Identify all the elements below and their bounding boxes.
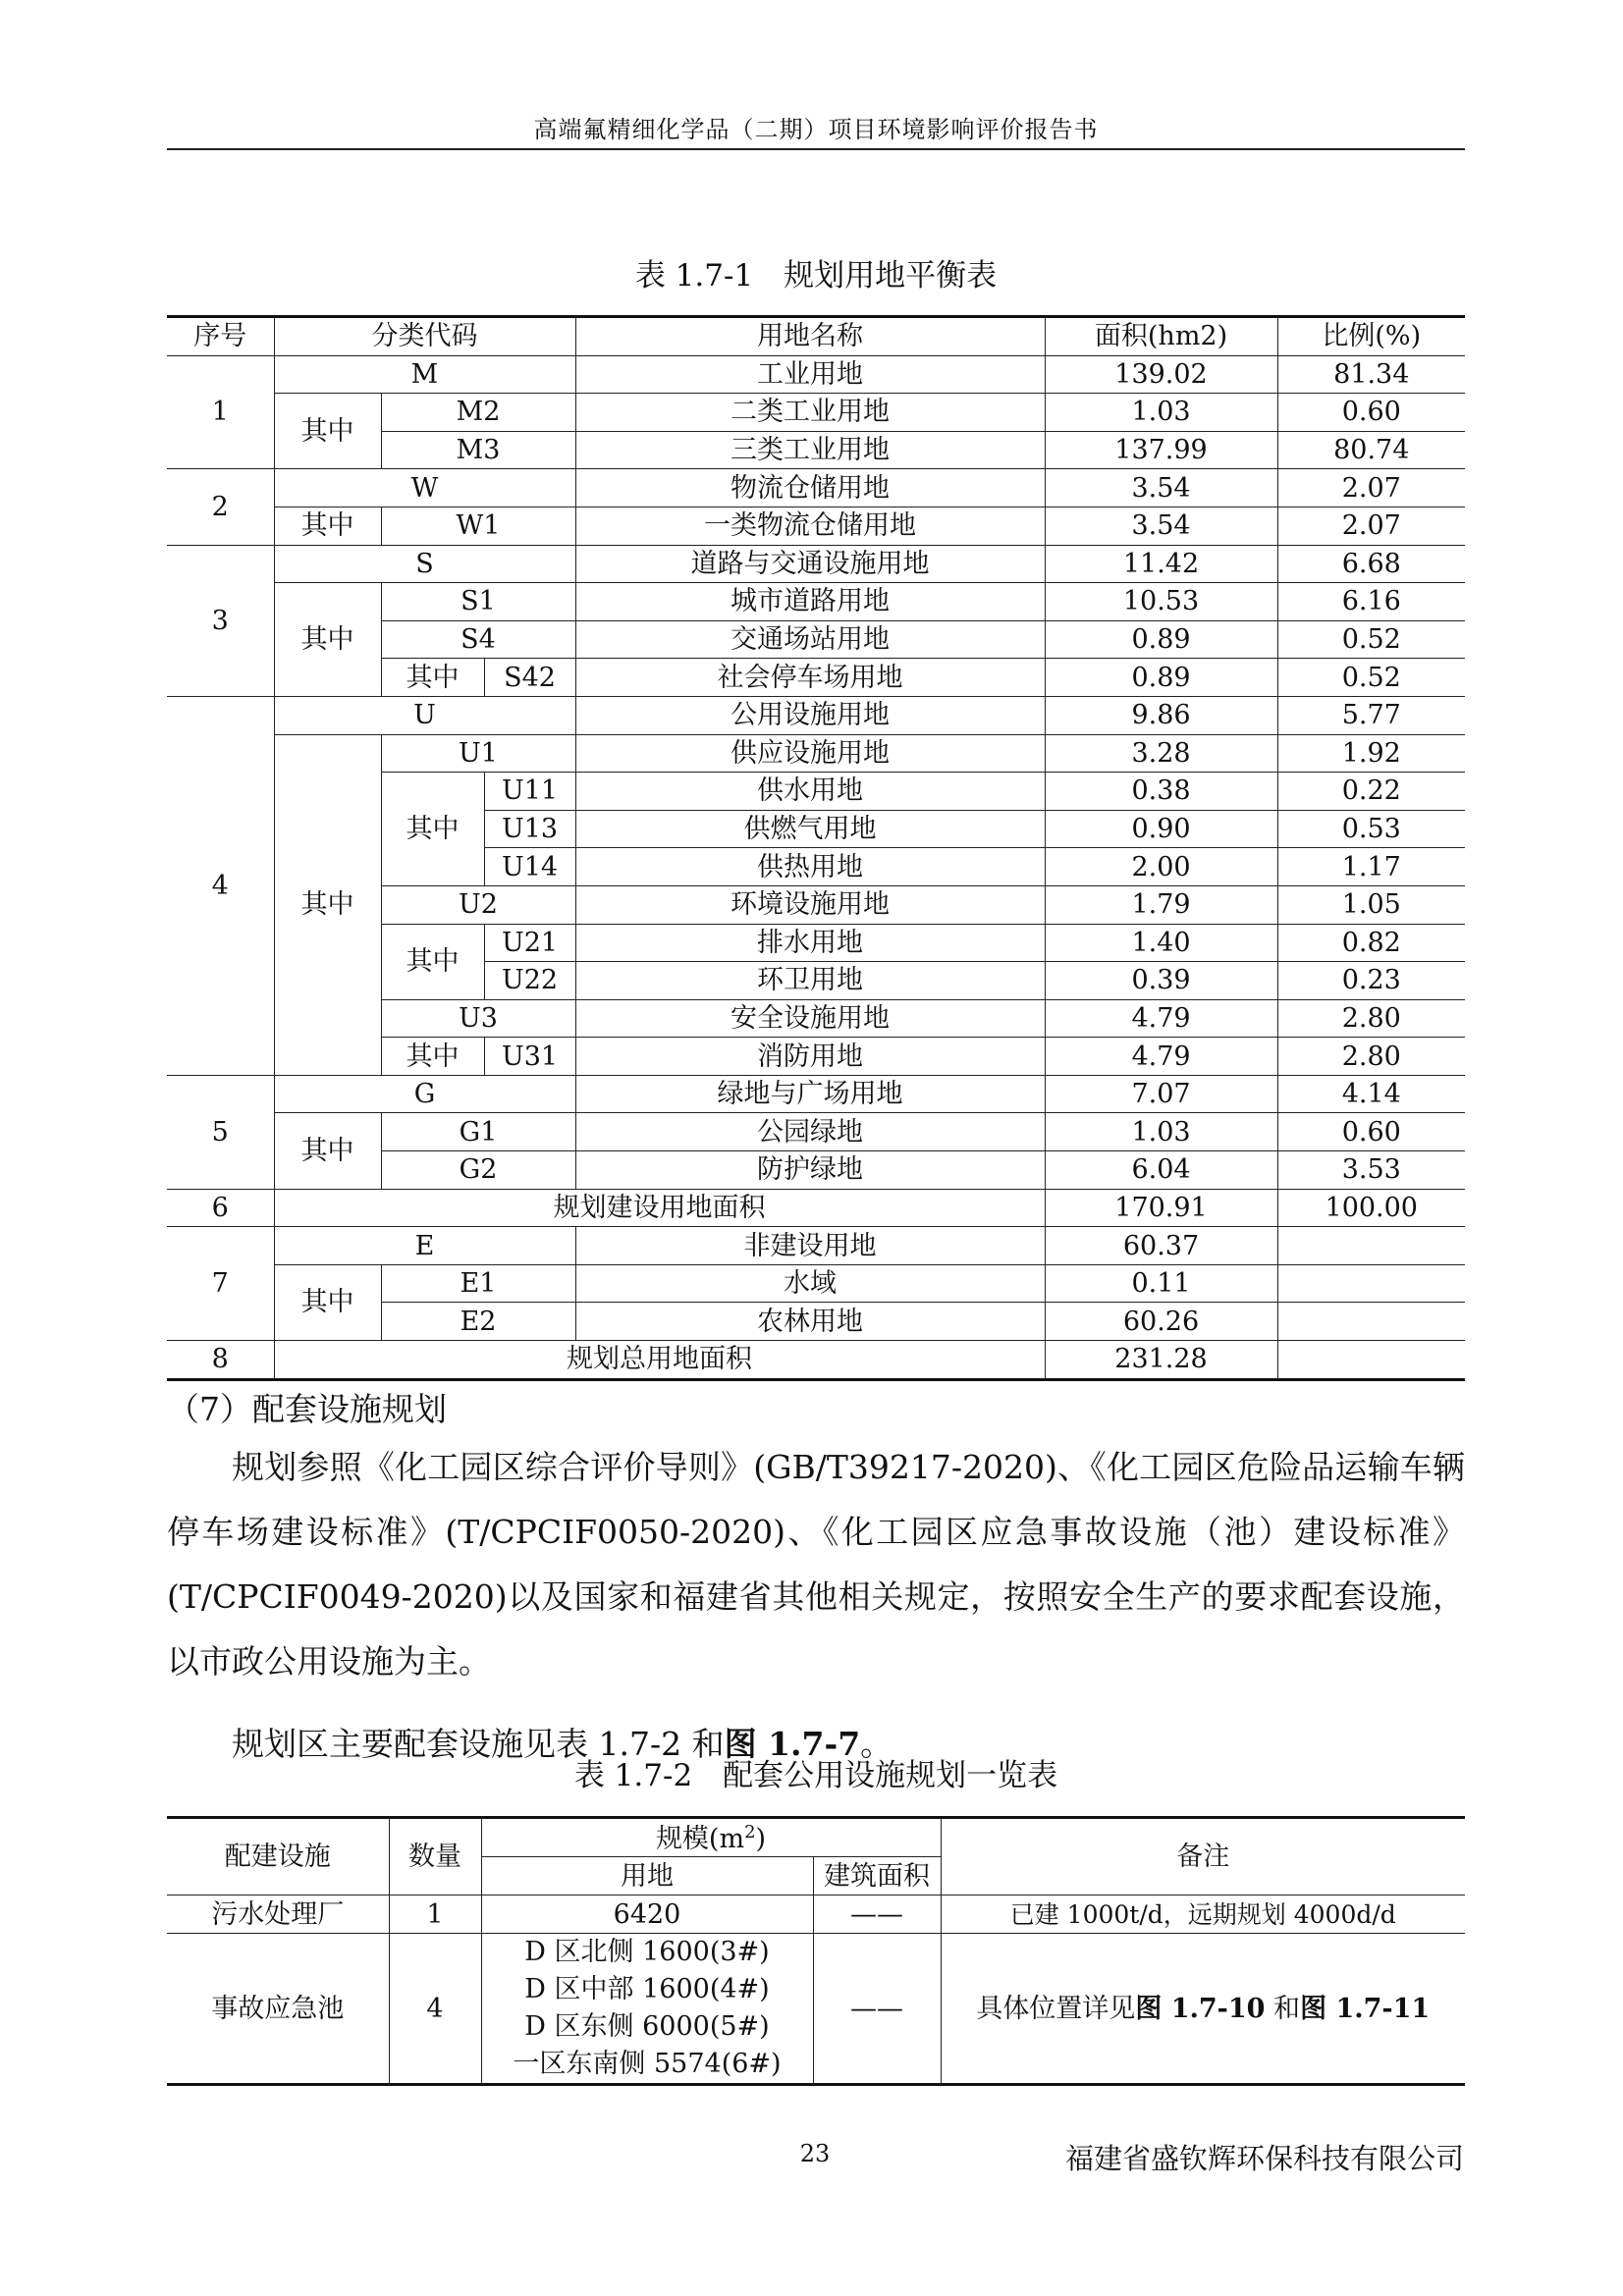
scale-sup: 2: [744, 1821, 756, 1842]
seq-cell: 1: [167, 355, 274, 469]
table-row: [167, 1934, 1465, 2085]
code-cell: U14: [484, 848, 575, 886]
name-cell: 消防用地: [575, 1038, 1045, 1076]
note-text: 具体位置详见: [976, 1993, 1136, 2024]
header-cell: 比例(%): [1277, 317, 1465, 356]
name-cell: 公用设施用地: [575, 696, 1045, 734]
area-cell: 7.07: [1045, 1075, 1277, 1113]
sub-label-cell: 其中: [381, 659, 484, 697]
sub-label-cell: 其中: [274, 1264, 381, 1340]
table-row: [167, 1227, 1465, 1265]
header-cell: [481, 1818, 941, 1857]
sub-label-cell: 其中: [381, 924, 484, 999]
table-row: [167, 1896, 1465, 1934]
page-header: 高端氟精细化学品（二期）项目环境影响评价报告书: [533, 116, 1099, 143]
count-cell: 1: [389, 1896, 481, 1934]
land-line: D 区东侧 6000(5#): [524, 2011, 770, 2042]
header-cell: 用地名称: [575, 317, 1045, 356]
paragraph-2-text: 规划区主要配套设施见表 1.7-2 和: [232, 1725, 725, 1763]
header-cell: 数量: [389, 1818, 481, 1896]
code-cell: U22: [484, 962, 575, 1000]
land-line: D 区中部 1600(4#): [524, 1974, 770, 2004]
ratio-cell: 80.74: [1277, 431, 1465, 469]
seq-cell: 4: [167, 696, 274, 1075]
area-cell: 137.99: [1045, 431, 1277, 469]
note-cell: [941, 1934, 1465, 2085]
area-cell: 10.53: [1045, 583, 1277, 621]
ratio-cell: [1277, 1264, 1465, 1303]
code-cell: M3: [381, 431, 575, 469]
figure-ref-link[interactable]: 图 1.7-10: [1135, 1993, 1266, 2024]
table-row: [167, 1113, 1465, 1151]
area-cell: 4.79: [1045, 1038, 1277, 1076]
scale-label: 规模(m: [655, 1823, 745, 1854]
sub-label-cell: 其中: [381, 773, 484, 886]
area-cell: 170.91: [1045, 1189, 1277, 1227]
code-cell: S1: [381, 583, 575, 621]
name-cell: 物流仓储用地: [575, 469, 1045, 507]
code-cell: G: [274, 1075, 575, 1113]
seq-cell: 2: [167, 469, 274, 545]
header-rule: [167, 148, 1465, 150]
code-cell: U11: [484, 773, 575, 811]
name-cell: 公园绿地: [575, 1113, 1045, 1151]
area-cell: 0.90: [1045, 810, 1277, 848]
area-cell: 2.00: [1045, 848, 1277, 886]
code-cell: U31: [484, 1038, 575, 1076]
ratio-cell: 0.60: [1277, 1113, 1465, 1151]
floor-cell: ——: [813, 1896, 941, 1934]
area-cell: 60.37: [1045, 1227, 1277, 1265]
area-cell: 0.11: [1045, 1264, 1277, 1303]
name-cell: 道路与交通设施用地: [575, 545, 1045, 583]
ratio-cell: 0.60: [1277, 394, 1465, 432]
seq-cell: 3: [167, 545, 274, 696]
name-cell: 环卫用地: [575, 962, 1045, 1000]
area-cell: 9.86: [1045, 696, 1277, 734]
ratio-cell: [1277, 1227, 1465, 1265]
ratio-cell: 0.53: [1277, 810, 1465, 848]
name-cell: 环境设施用地: [575, 885, 1045, 924]
land-line: D 区北侧 1600(3#): [524, 1937, 770, 1967]
area-cell: 11.42: [1045, 545, 1277, 583]
header-cell: 面积(hm2): [1045, 317, 1277, 356]
ratio-cell: 5.77: [1277, 696, 1465, 734]
area-cell: 139.02: [1045, 355, 1277, 394]
seq-cell: 5: [167, 1075, 274, 1189]
note-cell: 已建 1000t/d，远期规划 4000d/d: [941, 1896, 1465, 1934]
name-cell: 供热用地: [575, 848, 1045, 886]
name-cell: 安全设施用地: [575, 999, 1045, 1038]
ratio-cell: 1.17: [1277, 848, 1465, 886]
floor-cell: ——: [813, 1934, 941, 2085]
paragraph-2-end: 。: [860, 1725, 893, 1763]
area-cell: 0.89: [1045, 659, 1277, 697]
figure-ref-link[interactable]: 图 1.7-11: [1300, 1993, 1431, 2024]
area-cell: 6.04: [1045, 1151, 1277, 1190]
ratio-cell: 0.22: [1277, 773, 1465, 811]
code-cell: E1: [381, 1264, 575, 1303]
name-cell: 农林用地: [575, 1303, 1045, 1341]
count-cell: 4: [389, 1934, 481, 2085]
name-cell: 二类工业用地: [575, 394, 1045, 432]
header-cell: 序号: [167, 317, 274, 356]
area-cell: 231.28: [1045, 1341, 1277, 1380]
sub-label-cell: 其中: [274, 1113, 381, 1189]
code-cell: E2: [381, 1303, 575, 1341]
ratio-cell: 100.00: [1277, 1189, 1465, 1227]
company-name: 福建省盛钦辉环保科技有限公司: [1064, 2142, 1464, 2175]
header-cell: 备注: [941, 1818, 1465, 1896]
name-cell: 一类物流仓储用地: [575, 507, 1045, 545]
land-line: 一区东南侧 5574(6#): [513, 2049, 782, 2079]
header-cell: 用地: [481, 1857, 813, 1896]
facility-cell: 污水处理厂: [167, 1896, 389, 1934]
code-cell: G1: [381, 1113, 575, 1151]
sub-label-cell: 其中: [274, 507, 381, 545]
name-cell: 防护绿地: [575, 1151, 1045, 1190]
name-cell: 绿地与广场用地: [575, 1075, 1045, 1113]
header-cell: 配建设施: [167, 1818, 389, 1896]
table-row: [167, 394, 1465, 432]
paragraph-1: 规划参照《化工园区综合评价导则》(GB/T39217-2020)、《化工园区危险品运输车辆停车场建设标准》(T/CPCIF0050-2020)、《化工园区应急事故设施（池）建设标准》(T/CPCIF0049-2020)以及国家和福建省其他相关规定，按照安全生产的要求配套设施，以市政公用设施为主。: [167, 1448, 1465, 1681]
code-cell: G2: [381, 1151, 575, 1190]
ratio-cell: [1277, 1341, 1465, 1380]
code-cell: S4: [381, 620, 575, 659]
ratio-cell: 2.80: [1277, 999, 1465, 1038]
ratio-cell: 0.52: [1277, 659, 1465, 697]
figure-ref-link[interactable]: 图 1.7-7: [724, 1725, 861, 1763]
area-cell: 0.39: [1045, 962, 1277, 1000]
area-cell: 60.26: [1045, 1303, 1277, 1341]
facilities-table: [167, 1816, 1465, 2086]
code-cell: M: [274, 355, 575, 394]
name-cell: 非建设用地: [575, 1227, 1045, 1265]
code-cell: U1: [381, 734, 575, 773]
name-cell: 规划建设用地面积: [274, 1189, 1045, 1227]
table1-caption: 表 1.7-1 规划用地平衡表: [634, 258, 998, 294]
header-cell: 分类代码: [274, 317, 575, 356]
code-cell: U: [274, 696, 575, 734]
table-row: [167, 696, 1465, 734]
table-row: [167, 1264, 1465, 1303]
code-cell: M2: [381, 394, 575, 432]
name-cell: 交通场站用地: [575, 620, 1045, 659]
table-row: [167, 734, 1465, 773]
table2-caption: 表 1.7-2 配套公用设施规划一览表: [573, 1758, 1058, 1793]
code-cell: U21: [484, 924, 575, 962]
name-cell: 规划总用地面积: [274, 1341, 1045, 1380]
area-cell: 1.03: [1045, 394, 1277, 432]
note-text: 和: [1265, 1993, 1301, 2024]
sub-label-cell: 其中: [274, 734, 381, 1075]
ratio-cell: 0.52: [1277, 620, 1465, 659]
name-cell: 供燃气用地: [575, 810, 1045, 848]
table-row: [167, 583, 1465, 621]
code-cell: U3: [381, 999, 575, 1038]
area-cell: 0.89: [1045, 620, 1277, 659]
name-cell: 水域: [575, 1264, 1045, 1303]
code-cell: S: [274, 545, 575, 583]
name-cell: 社会停车场用地: [575, 659, 1045, 697]
code-cell: U2: [381, 885, 575, 924]
sub-label-cell: 其中: [274, 394, 381, 469]
area-cell: 0.38: [1045, 773, 1277, 811]
ratio-cell: 6.16: [1277, 583, 1465, 621]
area-cell: 1.79: [1045, 885, 1277, 924]
header-cell: 建筑面积: [813, 1857, 941, 1896]
table-row: [167, 1341, 1465, 1380]
code-cell: W1: [381, 507, 575, 545]
table-row: [167, 545, 1465, 583]
land-cell: [481, 1934, 813, 2085]
area-cell: 1.03: [1045, 1113, 1277, 1151]
facility-cell: 事故应急池: [167, 1934, 389, 2085]
table-row: [167, 469, 1465, 507]
ratio-cell: 0.23: [1277, 962, 1465, 1000]
table-row: [167, 355, 1465, 394]
code-cell: E: [274, 1227, 575, 1265]
sub-label-cell: 其中: [381, 1038, 484, 1076]
table-header-row: [167, 317, 1465, 356]
land-balance-table: [167, 315, 1465, 1381]
area-cell: 3.54: [1045, 507, 1277, 545]
area-cell: 4.79: [1045, 999, 1277, 1038]
table-header-row: [167, 1818, 1465, 1857]
name-cell: 三类工业用地: [575, 431, 1045, 469]
scale-close: ): [755, 1823, 767, 1854]
name-cell: 供应设施用地: [575, 734, 1045, 773]
section-heading: （7）配套设施规划: [167, 1390, 447, 1428]
ratio-cell: 6.68: [1277, 545, 1465, 583]
name-cell: 工业用地: [575, 355, 1045, 394]
section-body: [167, 1390, 1465, 1777]
ratio-cell: 2.80: [1277, 1038, 1465, 1076]
seq-cell: 8: [167, 1341, 274, 1380]
ratio-cell: 1.92: [1277, 734, 1465, 773]
name-cell: 城市道路用地: [575, 583, 1045, 621]
ratio-cell: 2.07: [1277, 507, 1465, 545]
area-cell: 3.28: [1045, 734, 1277, 773]
code-cell: U13: [484, 810, 575, 848]
table-row: [167, 1075, 1465, 1113]
seq-cell: 6: [167, 1189, 274, 1227]
sub-label-cell: 其中: [274, 583, 381, 697]
land-cell: 6420: [481, 1896, 813, 1934]
ratio-cell: 3.53: [1277, 1151, 1465, 1190]
area-cell: 1.40: [1045, 924, 1277, 962]
ratio-cell: [1277, 1303, 1465, 1341]
code-cell: W: [274, 469, 575, 507]
ratio-cell: 2.07: [1277, 469, 1465, 507]
ratio-cell: 4.14: [1277, 1075, 1465, 1113]
name-cell: 供水用地: [575, 773, 1045, 811]
area-cell: 3.54: [1045, 469, 1277, 507]
seq-cell: 7: [167, 1227, 274, 1341]
ratio-cell: 81.34: [1277, 355, 1465, 394]
table-row: [167, 507, 1465, 545]
code-cell: S42: [484, 659, 575, 697]
ratio-cell: 1.05: [1277, 885, 1465, 924]
ratio-cell: 0.82: [1277, 924, 1465, 962]
name-cell: 排水用地: [575, 924, 1045, 962]
table-row: [167, 1189, 1465, 1227]
page-number: 23: [799, 2140, 831, 2167]
